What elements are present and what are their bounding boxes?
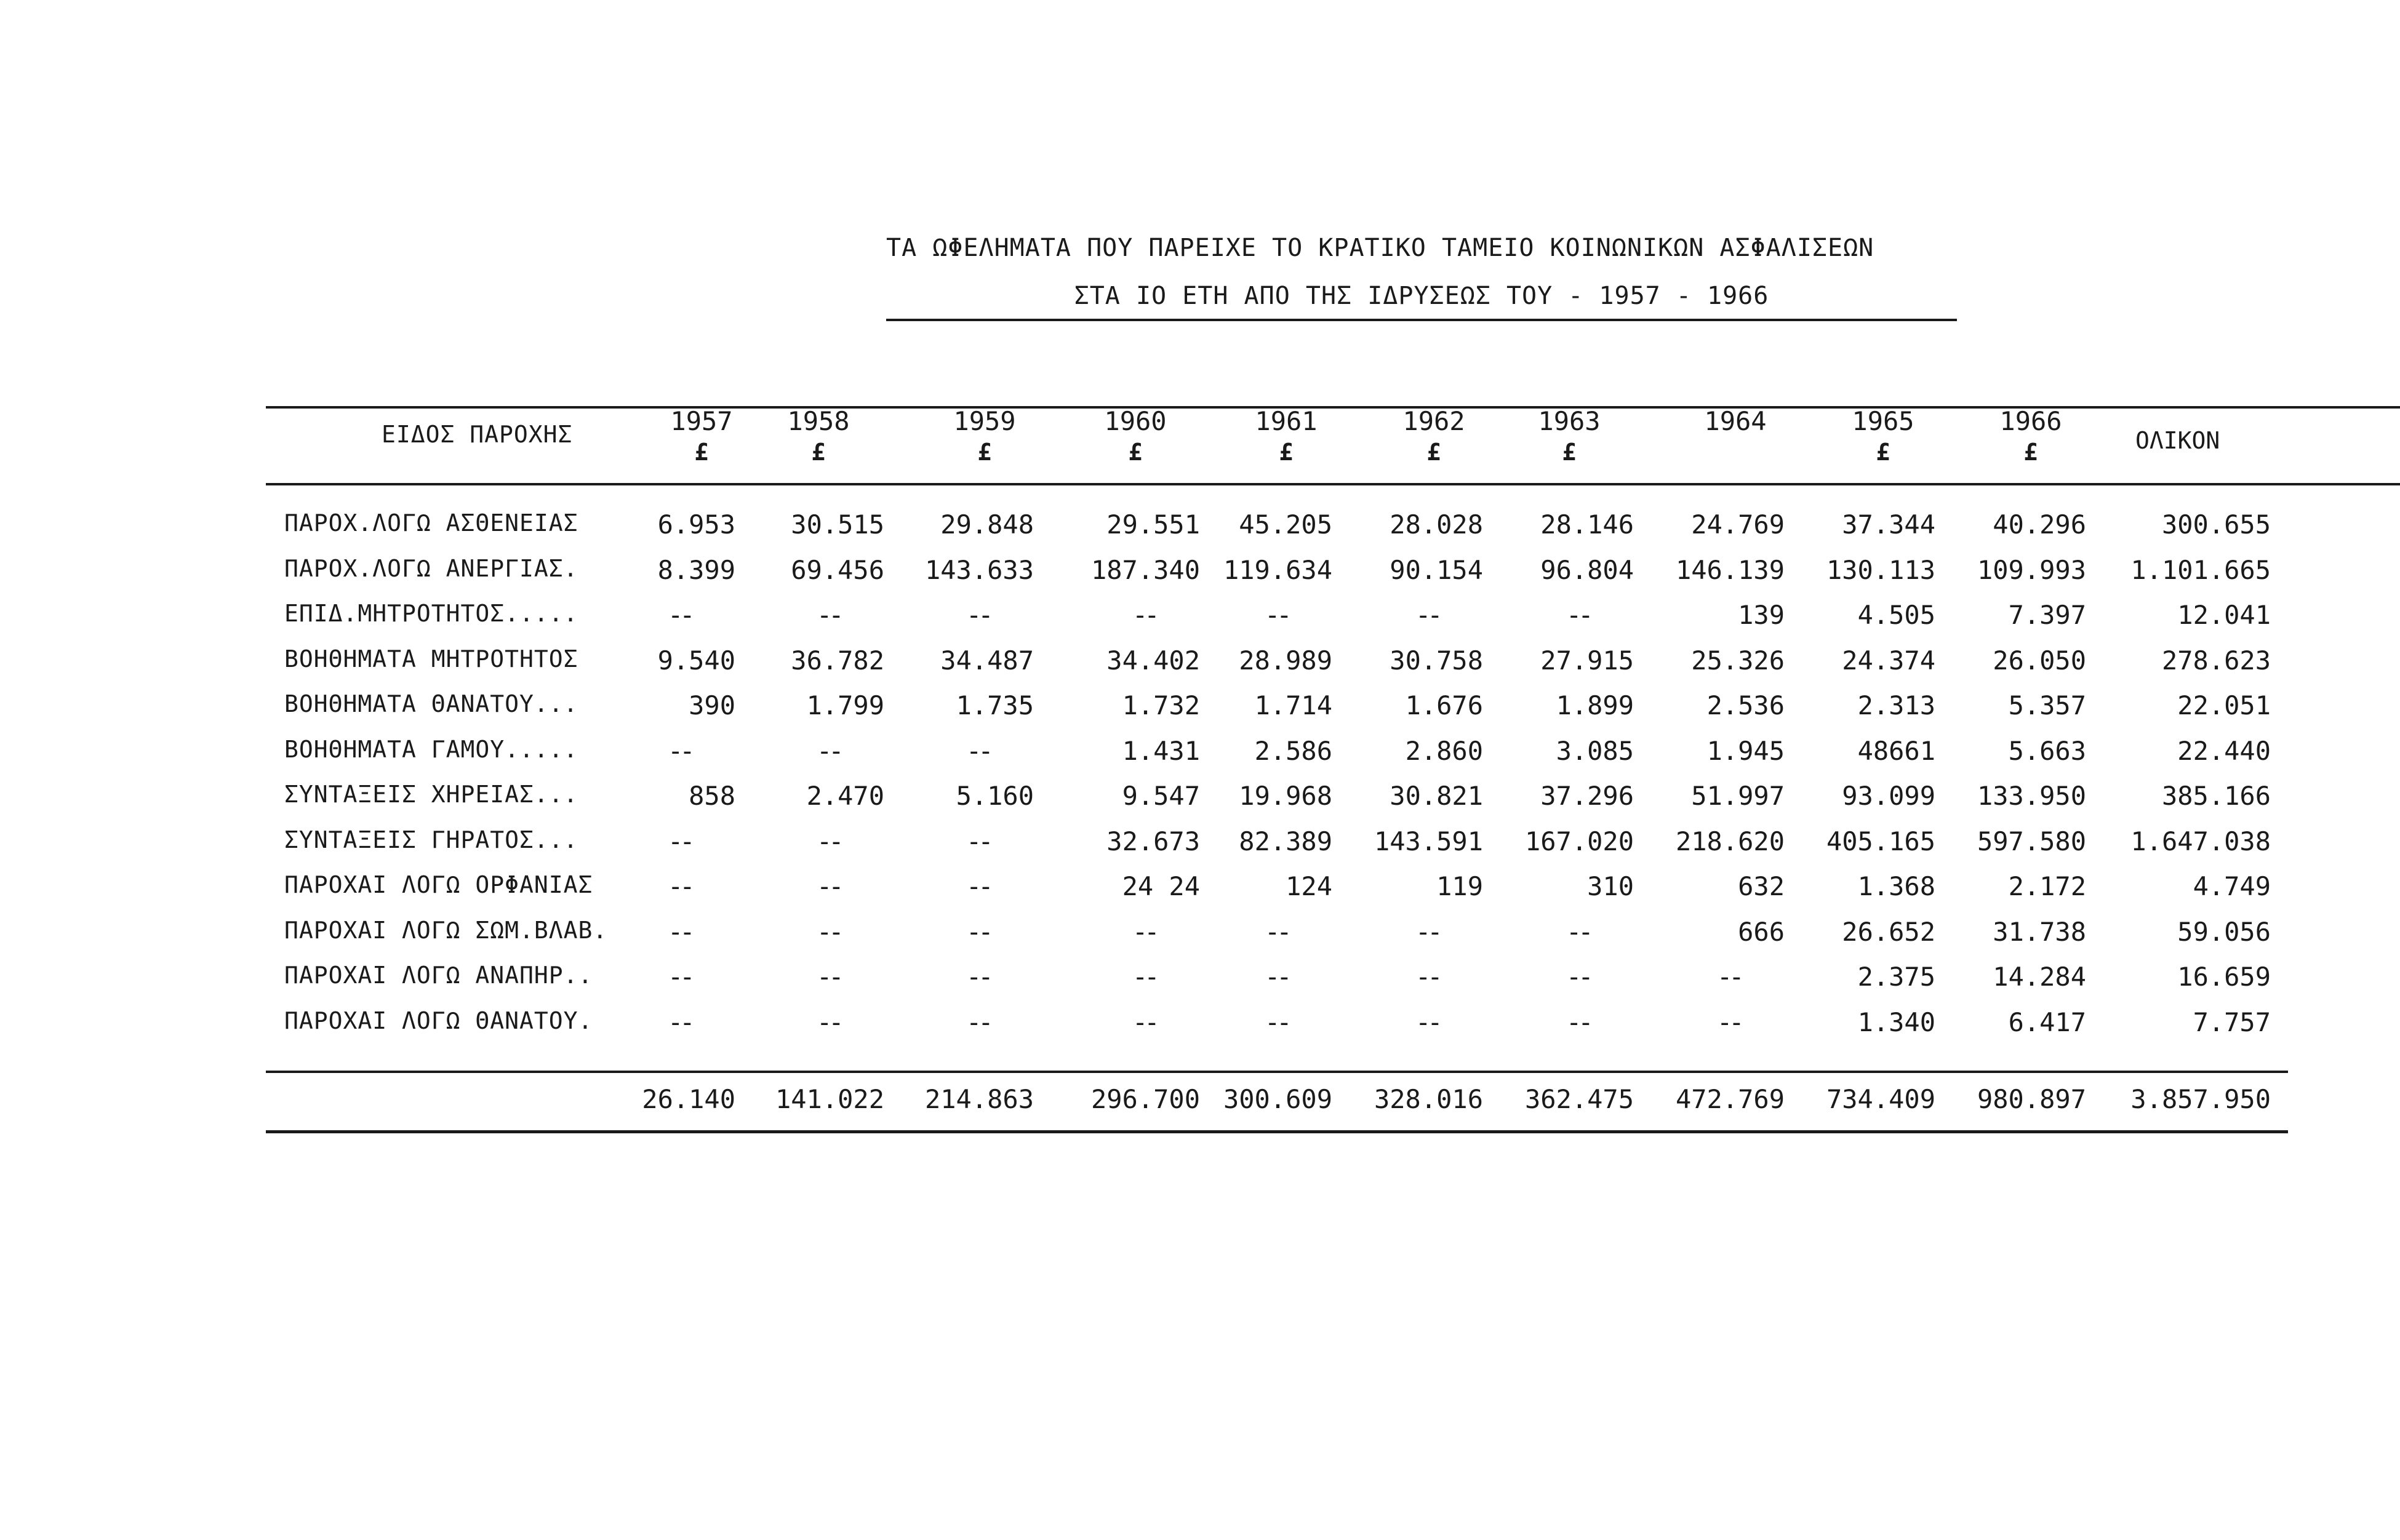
table-cell: 40.296 (1993, 509, 2086, 540)
table-cell: 1.799 (806, 690, 884, 720)
currency-symbol: £ (694, 439, 709, 466)
table-cell: 22.051 (2177, 690, 2271, 720)
table-cell: -- (1132, 962, 1156, 992)
table-cell: 3.085 (1556, 735, 1634, 766)
table-cell: 28.028 (1390, 509, 1483, 540)
table-cell: -- (817, 871, 841, 901)
header-total: ΟΛΙΚΟΝ (2135, 427, 2220, 454)
currency-symbol: £ (1562, 439, 1577, 466)
table-cell: 1.945 (1706, 735, 1785, 766)
table-row (0, 600, 2400, 637)
table-cell: 4.749 (2193, 871, 2271, 901)
table-cell: 93.099 (1842, 781, 1935, 811)
table-cell: 24.374 (1842, 645, 1935, 676)
table-cell: 37.296 (1540, 781, 1634, 811)
row-label: ΒΟΗΘΗΜΑΤΑ ΓΑΜΟΥ..... (284, 735, 578, 763)
row-label: ΠΑΡΟΧ.ΛΟΓΩ ΑΣΘΕΝΕΙΑΣ (284, 509, 578, 537)
header-year-label: 1964 (1704, 406, 1767, 436)
table-cell: 30.821 (1390, 781, 1483, 811)
table-cell: -- (668, 916, 692, 947)
table-subtitle: ΣΤΑ ΙΟ ΕΤΗ ΑΠΟ ΤΗΣ ΙΔΡΥΣΕΩΣ ΤΟΥ - 1957 - 1966 (886, 282, 1957, 321)
table-cell: 82.389 (1239, 826, 1332, 856)
header-year-1957 (652, 406, 751, 468)
table-cell: -- (1265, 1007, 1289, 1037)
header-year-label: 1958 (787, 406, 850, 436)
table-cell: 167.020 (1524, 826, 1634, 856)
table-cell: -- (966, 600, 990, 630)
table-cell: 59.056 (2177, 916, 2271, 947)
header-year-1958 (769, 406, 868, 468)
table-cell: -- (966, 871, 990, 901)
table-cell: 26.050 (1993, 645, 2086, 676)
table-cell: 48661 (1857, 735, 1935, 766)
table-cell: -- (668, 826, 692, 856)
header-year-1964 (1686, 406, 1785, 437)
header-year-label: 1959 (953, 406, 1016, 436)
table-row (0, 826, 2400, 863)
table-cell: 143.633 (924, 554, 1034, 585)
table-cell: 405.165 (1826, 826, 1935, 856)
table-cell: 6.953 (657, 509, 735, 540)
table-cell: -- (1717, 1007, 1741, 1037)
currency-symbol: £ (1128, 439, 1143, 466)
table-row (0, 690, 2400, 727)
row-label: ΠΑΡΟΧΑΙ ΛΟΓΩ ΟΡΦΑΝΙΑΣ (284, 871, 593, 898)
table-cell: 119.634 (1223, 554, 1332, 585)
table-cell: -- (1415, 1007, 1439, 1037)
currency-symbol: £ (977, 439, 992, 466)
table-cell: 1.899 (1556, 690, 1634, 720)
currency-symbol: £ (1279, 439, 1294, 466)
table-cell: -- (1566, 916, 1590, 947)
table-cell: -- (1566, 1007, 1590, 1037)
table-cell: 32.673 (1106, 826, 1200, 856)
table-cell: 96.804 (1540, 554, 1634, 585)
table-cell: 24 24 (1122, 871, 1200, 901)
table-cell: 8.399 (657, 554, 735, 585)
table-cell: 30.758 (1390, 645, 1483, 676)
table-cell: 25.326 (1691, 645, 1785, 676)
table-cell: 2.470 (806, 781, 884, 811)
total-cell: 362.475 (1524, 1084, 1634, 1114)
table-title: ΤΑ ΩΦΕΛΗΜΑΤΑ ΠΟΥ ΠΑΡΕΙΧΕ ΤΟ ΚΡΑΤΙΚΟ ΤΑΜΕΙΟ ΚΟΙΝΩΝΙΚΩΝ ΑΣΦΑΛΙΣΕΩΝ (886, 234, 1874, 262)
table-cell: -- (668, 1007, 692, 1037)
row-label: ΣΥΝΤΑΞΕΙΣ ΓΗΡΑΤΟΣ... (284, 826, 578, 853)
header-year-label: 1965 (1852, 406, 1914, 436)
table-cell: -- (817, 962, 841, 992)
table-cell: 1.647.038 (2130, 826, 2271, 856)
table-cell: -- (1265, 962, 1289, 992)
total-cell: 141.022 (775, 1084, 884, 1114)
table-cell: 22.440 (2177, 735, 2271, 766)
table-cell: 666 (1738, 916, 1785, 947)
table-cell: 310 (1587, 871, 1634, 901)
table-cell: 34.402 (1106, 645, 1200, 676)
table-cell: 2.860 (1405, 735, 1483, 766)
table-cell: 2.375 (1857, 962, 1935, 992)
table-row (0, 871, 2400, 908)
table-row (0, 509, 2400, 546)
total-cell: 296.700 (1090, 1084, 1200, 1114)
table-cell: 69.456 (791, 554, 884, 585)
table-cell: 278.623 (2161, 645, 2271, 676)
header-year-1959 (935, 406, 1034, 468)
currency-symbol: £ (2023, 439, 2038, 466)
table-cell: 4.505 (1857, 600, 1935, 630)
table-cell: 19.968 (1239, 781, 1332, 811)
table-cell: 12.041 (2177, 600, 2271, 630)
table-cell: 37.344 (1842, 509, 1935, 540)
table-cell: -- (817, 600, 841, 630)
table-cell: -- (668, 600, 692, 630)
table-cell: 45.205 (1239, 509, 1332, 540)
header-year-label: 1962 (1402, 406, 1465, 436)
table-cell: 124 (1286, 871, 1332, 901)
table-cell: 133.950 (1977, 781, 2086, 811)
total-cell: 3.857.950 (2130, 1084, 2271, 1114)
total-cell: 734.409 (1826, 1084, 1935, 1114)
table-cell: -- (668, 962, 692, 992)
table-cell: 24.769 (1691, 509, 1785, 540)
table-cell: 5.357 (2008, 690, 2086, 720)
table-cell: 1.735 (956, 690, 1034, 720)
header-benefit-type: ΕΙΔΟΣ ΠΑΡΟΧΗΣ (382, 421, 573, 448)
table-row (0, 645, 2400, 682)
table-cell: 858 (689, 781, 735, 811)
header-year-1965 (1834, 406, 1932, 468)
table-row (0, 555, 2400, 592)
currency-symbol: £ (811, 439, 826, 466)
table-row (0, 917, 2400, 954)
table-cell: -- (966, 916, 990, 947)
header-year-1962 (1385, 406, 1483, 468)
table-cell: 9.540 (657, 645, 735, 676)
total-cell: 26.140 (642, 1084, 735, 1114)
total-cell: 300.609 (1223, 1084, 1332, 1114)
table-cell: -- (966, 735, 990, 766)
table-row (0, 736, 2400, 773)
table-cell: 16.659 (2177, 962, 2271, 992)
header-bottom-rule (266, 483, 2400, 485)
table-cell: 130.113 (1826, 554, 1935, 585)
header-year-label: 1960 (1104, 406, 1167, 436)
row-label: ΠΑΡΟΧΑΙ ΛΟΓΩ ΑΝΑΠΗΡ.. (284, 962, 593, 989)
table-cell: 1.732 (1122, 690, 1200, 720)
table-cell: 597.580 (1977, 826, 2086, 856)
table-cell: 139 (1738, 600, 1785, 630)
currency-symbol: £ (1426, 439, 1441, 466)
table-cell: 7.397 (2008, 600, 2086, 630)
table-cell: 1.714 (1254, 690, 1332, 720)
table-cell: 7.757 (2193, 1007, 2271, 1037)
row-label: ΕΠΙΔ.ΜΗΤΡΟΤΗΤΟΣ..... (284, 600, 578, 627)
table-cell: 51.997 (1691, 781, 1785, 811)
table-cell: 1.431 (1122, 735, 1200, 766)
header-year-label: 1966 (1999, 406, 2062, 436)
table-cell: -- (966, 1007, 990, 1037)
table-cell: 14.284 (1993, 962, 2086, 992)
row-label: ΣΥΝΤΑΞΕΙΣ ΧΗΡΕΙΑΣ... (284, 781, 578, 808)
table-cell: 6.417 (2008, 1007, 2086, 1037)
table-cell: 300.655 (2161, 509, 2271, 540)
table-cell: 385.166 (2161, 781, 2271, 811)
header-year-1966 (1982, 406, 2080, 468)
table-cell: -- (1265, 916, 1289, 947)
table-cell: 26.652 (1842, 916, 1935, 947)
table-cell: 1.676 (1405, 690, 1483, 720)
table-cell: -- (1566, 962, 1590, 992)
table-cell: -- (817, 735, 841, 766)
table-cell: 390 (689, 690, 735, 720)
table-row (0, 1007, 2400, 1044)
table-row (0, 962, 2400, 999)
header-year-1960 (1086, 406, 1185, 468)
table-cell: -- (1132, 916, 1156, 947)
table-cell: 31.738 (1993, 916, 2086, 947)
row-label: ΠΑΡΟΧΑΙ ΛΟΓΩ ΣΩΜ.ΒΛΑΒ. (284, 916, 608, 944)
header-year-label: 1961 (1255, 406, 1318, 436)
table-cell: 9.547 (1122, 781, 1200, 811)
table-cell: 2.586 (1254, 735, 1332, 766)
table-cell: 119 (1436, 871, 1483, 901)
table-cell: -- (1566, 600, 1590, 630)
table-cell: 29.551 (1106, 509, 1200, 540)
table-cell: 1.340 (1857, 1007, 1935, 1037)
total-cell: 328.016 (1374, 1084, 1483, 1114)
table-cell: -- (1265, 600, 1289, 630)
table-cell: 218.620 (1675, 826, 1785, 856)
table-cell: -- (1132, 1007, 1156, 1037)
currency-symbol: £ (1876, 439, 1890, 466)
table-cell: 5.160 (956, 781, 1034, 811)
row-label: ΠΑΡΟΧ.ΛΟΓΩ ΑΝΕΡΓΙΑΣ. (284, 554, 578, 582)
table-cell: -- (966, 826, 990, 856)
table-cell: 1.368 (1857, 871, 1935, 901)
row-label: ΠΑΡΟΧΑΙ ΛΟΓΩ ΘΑΝΑΤΟΥ. (284, 1007, 593, 1034)
table-cell: 30.515 (791, 509, 884, 540)
table-cell: 28.146 (1540, 509, 1634, 540)
table-cell: 28.989 (1239, 645, 1332, 676)
table-cell: -- (1415, 600, 1439, 630)
totals-bottom-rule (266, 1130, 2288, 1133)
table-cell: -- (1415, 962, 1439, 992)
table-cell: -- (817, 1007, 841, 1037)
header-year-label: 1957 (670, 406, 733, 436)
table-cell: 632 (1738, 871, 1785, 901)
header-year-label: 1963 (1538, 406, 1601, 436)
table-cell: 143.591 (1374, 826, 1483, 856)
totals-top-rule (266, 1071, 2288, 1073)
table-cell: 187.340 (1090, 554, 1200, 585)
table-cell: 36.782 (791, 645, 884, 676)
table-cell: -- (668, 871, 692, 901)
row-label: ΒΟΗΘΗΜΑΤΑ ΘΑΝΑΤΟΥ... (284, 690, 578, 717)
table-cell: 27.915 (1540, 645, 1634, 676)
table-cell: 5.663 (2008, 735, 2086, 766)
table-cell: 109.993 (1977, 554, 2086, 585)
table-cell: -- (817, 916, 841, 947)
table-cell: 2.172 (2008, 871, 2086, 901)
table-cell: 29.848 (940, 509, 1034, 540)
table-cell: -- (668, 735, 692, 766)
row-label: ΒΟΗΘΗΜΑΤΑ ΜΗΤΡΟΤΗΤΟΣ (284, 645, 578, 672)
table-cell: 2.313 (1857, 690, 1935, 720)
total-cell: 472.769 (1675, 1084, 1785, 1114)
table-cell: 90.154 (1390, 554, 1483, 585)
table-cell: 34.487 (940, 645, 1034, 676)
total-cell: 980.897 (1977, 1084, 2086, 1114)
table-row (0, 781, 2400, 818)
table-cell: 2.536 (1706, 690, 1785, 720)
table-cell: -- (1132, 600, 1156, 630)
table-cell: -- (1717, 962, 1741, 992)
table-cell: -- (966, 962, 990, 992)
header-year-1961 (1237, 406, 1335, 468)
table-cell: 146.139 (1675, 554, 1785, 585)
table-cell: -- (817, 826, 841, 856)
total-cell: 214.863 (924, 1084, 1034, 1114)
table-cell: -- (1415, 916, 1439, 947)
header-year-1963 (1520, 406, 1618, 468)
table-cell: 1.101.665 (2130, 554, 2271, 585)
